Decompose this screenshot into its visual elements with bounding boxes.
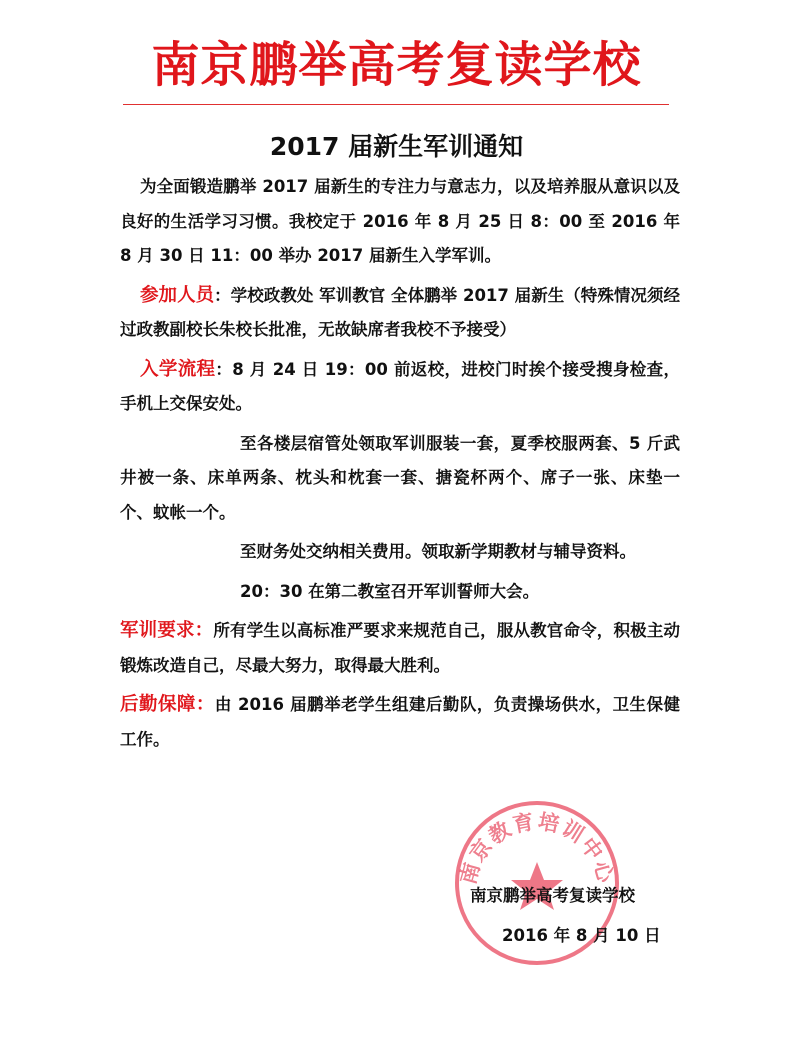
process-step: 至各楼层宿管处领取军训服装一套，夏季校服两套、5 斤武井被一条、床单两条、枕头和枕套一套、搪瓷杯两个、席子一张、床垫一个、蚊帐一个。 xyxy=(120,433,680,522)
participants-label: 参加人员 xyxy=(140,284,215,306)
process-step: 至财务处交纳相关费用。领取新学期教材与辅导资料。 xyxy=(240,542,636,561)
participants-paragraph xyxy=(120,279,680,348)
notice-body xyxy=(120,170,680,757)
notice-title: 2017 届新生军训通知 xyxy=(269,132,524,161)
process-label: 入学流程 xyxy=(140,358,216,380)
letterhead: 南京鹏举高考复读学校 xyxy=(151,37,642,93)
signature-date: 2016 年 8 月 10 日 xyxy=(502,926,661,945)
svg-text:南京教育培训中心: 南京教育培训中心 xyxy=(455,809,619,887)
requirements-text: 所有学生以高标准严要求来规范自己，服从教官命令，积极主动锻炼改造自己，尽最大努力，取得最大胜利。 xyxy=(120,621,680,675)
logistics-text: 由 2016 届鹏举老学生组建后勤队，负责操场供水，卫生保健工作。 xyxy=(120,695,680,749)
header-divider xyxy=(123,104,669,105)
logistics-paragraph xyxy=(120,688,680,757)
process-paragraph xyxy=(120,353,680,422)
participants-text: ：学校政教处 军训教官 全体鹏举 2017 届新生（特殊情况须经过政教副校长朱校长批准，无故缺席者我校不予接受） xyxy=(120,285,680,339)
requirements-paragraph xyxy=(120,614,680,683)
process-step: 20：30 在第二教室召开军训誓师大会。 xyxy=(240,581,540,601)
process-text: ：8 月 24 日 19：00 前返校，进校门时挨个接受搜身检查，手机上交保安处。 xyxy=(120,359,680,413)
intro-paragraph: 为全面锻造鹏举 2017 届新生的专注力与意志力，以及培养服从意识以及良好的生活学习习惯。我校定于 2016 年 8 月 25 日 8：00 至 2016 年 8 月 30 日 11：00 举办 2017 届新生入学军训。 xyxy=(120,177,680,265)
requirements-label: 军训要求： xyxy=(120,620,214,641)
signature-org: 南京鹏举高考复读学校 xyxy=(470,886,635,905)
logistics-label: 后勤保障： xyxy=(120,694,215,715)
